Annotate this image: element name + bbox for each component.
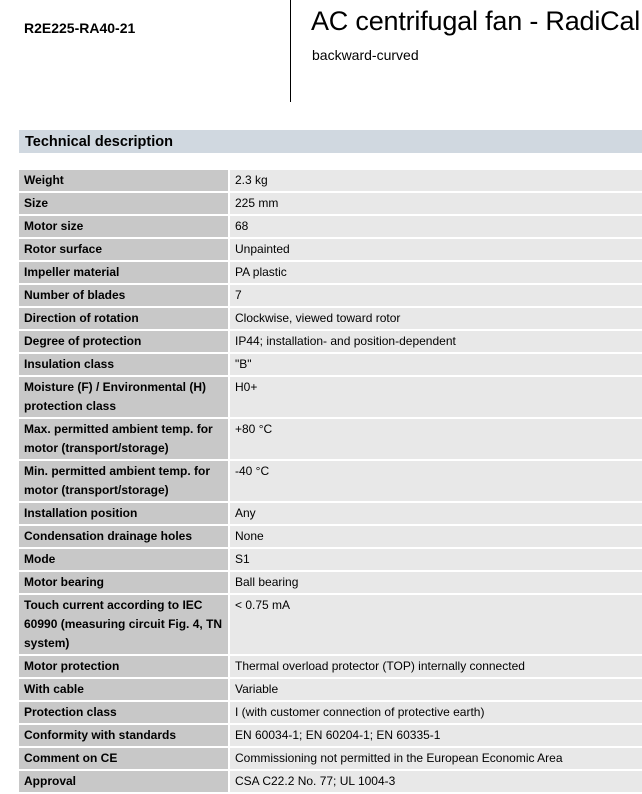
spec-label: Conformity with standards xyxy=(19,724,229,747)
table-row xyxy=(19,261,642,284)
spec-label: Rotor surface xyxy=(19,238,229,261)
table-row xyxy=(19,525,642,548)
table-row xyxy=(19,701,642,724)
section-title: Technical description xyxy=(25,134,173,150)
spec-label: Condensation drainage holes xyxy=(19,525,229,548)
spec-label: Comment on CE xyxy=(19,747,229,770)
spec-label: Size xyxy=(19,192,229,215)
table-row xyxy=(19,170,642,192)
spec-label: Motor bearing xyxy=(19,571,229,594)
table-row xyxy=(19,571,642,594)
spec-table xyxy=(19,170,642,794)
spec-value: None xyxy=(229,525,642,548)
spec-label: Degree of protection xyxy=(19,330,229,353)
spec-value: -40 °C xyxy=(229,460,642,502)
table-row xyxy=(19,502,642,525)
table-row xyxy=(19,460,642,502)
spec-value: EN 60034-1; EN 60204-1; EN 60335-1 xyxy=(229,724,642,747)
table-row xyxy=(19,594,642,655)
spec-label: Motor size xyxy=(19,215,229,238)
spec-value: CSA C22.2 No. 77; UL 1004-3 xyxy=(229,770,642,793)
section-header xyxy=(19,130,642,153)
spec-label: Impeller material xyxy=(19,261,229,284)
spec-label: Moisture (F) / Environmental (H) protection class xyxy=(19,376,229,418)
table-row xyxy=(19,284,642,307)
spec-value: < 0.75 mA xyxy=(229,594,642,655)
spec-value: I (with customer connection of protective earth) xyxy=(229,701,642,724)
table-row xyxy=(19,655,642,678)
table-row xyxy=(19,376,642,418)
spec-value: Clockwise, viewed toward rotor xyxy=(229,307,642,330)
spec-label: Insulation class xyxy=(19,353,229,376)
product-code: R2E225-RA40-21 xyxy=(24,20,136,36)
spec-label: Min. permitted ambient temp. for motor (transport/storage) xyxy=(19,460,229,502)
table-row xyxy=(19,724,642,747)
spec-value: IP44; installation- and position-dependent xyxy=(229,330,642,353)
table-row xyxy=(19,548,642,571)
spec-value: Commissioning not permitted in the European Economic Area xyxy=(229,747,642,770)
spec-value: PA plastic xyxy=(229,261,642,284)
table-row xyxy=(19,238,642,261)
table-row xyxy=(19,770,642,793)
table-row xyxy=(19,418,642,460)
table-row xyxy=(19,307,642,330)
spec-label: With cable xyxy=(19,678,229,701)
table-row xyxy=(19,192,642,215)
spec-label: Max. permitted ambient temp. for motor (transport/storage) xyxy=(19,418,229,460)
spec-value: Variable xyxy=(229,678,642,701)
spec-value: S1 xyxy=(229,548,642,571)
spec-label: Installation position xyxy=(19,502,229,525)
table-row xyxy=(19,215,642,238)
spec-label: Mode xyxy=(19,548,229,571)
spec-value: 7 xyxy=(229,284,642,307)
spec-value: +80 °C xyxy=(229,418,642,460)
page-subtitle: backward-curved xyxy=(312,47,419,63)
spec-value: 68 xyxy=(229,215,642,238)
spec-label: Touch current according to IEC 60990 (measuring circuit Fig. 4, TN system) xyxy=(19,594,229,655)
table-row xyxy=(19,353,642,376)
spec-value: Unpainted xyxy=(229,238,642,261)
table-row xyxy=(19,330,642,353)
table-row xyxy=(19,678,642,701)
spec-label: Approval xyxy=(19,770,229,793)
spec-value: Thermal overload protector (TOP) internally connected xyxy=(229,655,642,678)
spec-label: Number of blades xyxy=(19,284,229,307)
spec-label: Motor protection xyxy=(19,655,229,678)
spec-value: 225 mm xyxy=(229,192,642,215)
spec-value: "B" xyxy=(229,353,642,376)
spec-label: Weight xyxy=(19,170,229,192)
table-row xyxy=(19,747,642,770)
spec-value: H0+ xyxy=(229,376,642,418)
page-title: AC centrifugal fan - RadiCal xyxy=(311,6,641,36)
spec-label: Direction of rotation xyxy=(19,307,229,330)
spec-label: Protection class xyxy=(19,701,229,724)
spec-value: Any xyxy=(229,502,642,525)
spec-value: Ball bearing xyxy=(229,571,642,594)
spec-value: 2.3 kg xyxy=(229,170,642,192)
header-divider xyxy=(290,0,291,102)
